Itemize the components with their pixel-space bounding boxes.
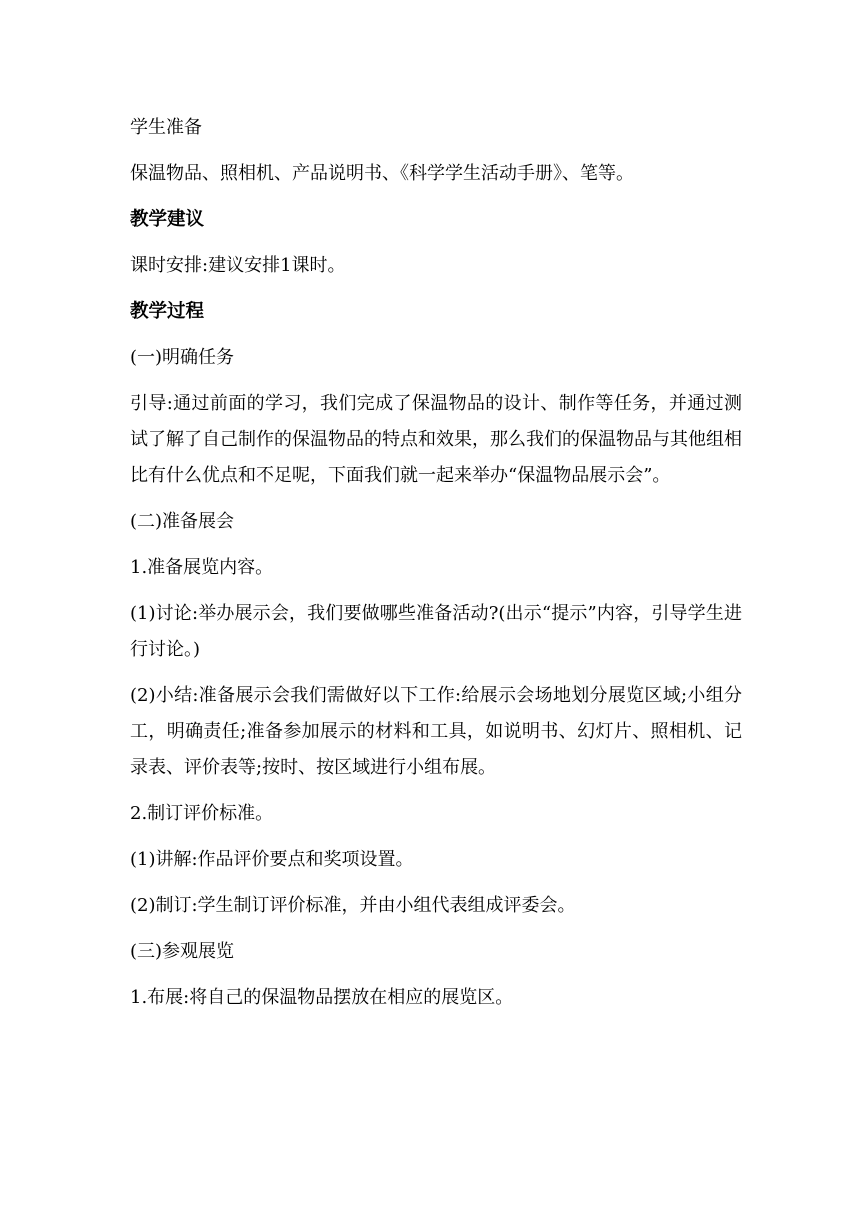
paragraph-student-prep-items: 保温物品、照相机、产品说明书、《科学学生活动手册》、笔等。	[130, 163, 634, 184]
paragraph-student-prep-title: 学生准备	[130, 117, 202, 138]
item-prepare-content: 1.准备展览内容。	[130, 557, 274, 578]
item-formulate: (2)制订:学生制订评价标准，并由小组代表组成评委会。	[130, 895, 576, 916]
section-prepare-exhibition: (二)准备展会	[130, 511, 235, 532]
item-summary: (2)小结:准备展示会我们需做好以下工作:给展示会场地划分展览区域;小组分工，明确责任;准备参加展示的材料和工具，如说明书、幻灯片、照相机、记录表、评价表等;按时、按区域进行小组布展。	[130, 685, 742, 778]
document-body	[130, 110, 742, 1026]
heading-teaching-suggestions: 教学建议	[130, 209, 205, 230]
item-setup-exhibition: 1.布展:将自己的保温物品摆放在相应的展览区。	[130, 987, 514, 1008]
item-evaluation-standard: 2.制订评价标准。	[130, 803, 274, 824]
item-discussion: (1)讨论:举办展示会，我们要做哪些准备活动?(出示“提示”内容，引导学生进行讨论。)	[130, 603, 742, 660]
heading-teaching-process: 教学过程	[130, 301, 205, 322]
paragraph-class-hours: 课时安排:建议安排1课时。	[130, 255, 346, 276]
section-clarify-task: (一)明确任务	[130, 347, 235, 368]
item-explanation: (1)讲解:作品评价要点和奖项设置。	[130, 849, 414, 870]
section-visit-exhibition: (三)参观展览	[130, 941, 235, 962]
paragraph-guidance: 引导:通过前面的学习，我们完成了保温物品的设计、制作等任务，并通过测试了解了自己制作的保温物品的特点和效果，那么我们的保温物品与其他组相比有什么优点和不足呢，下面我们就一起来举办“保温物品展示会”。	[130, 393, 742, 486]
